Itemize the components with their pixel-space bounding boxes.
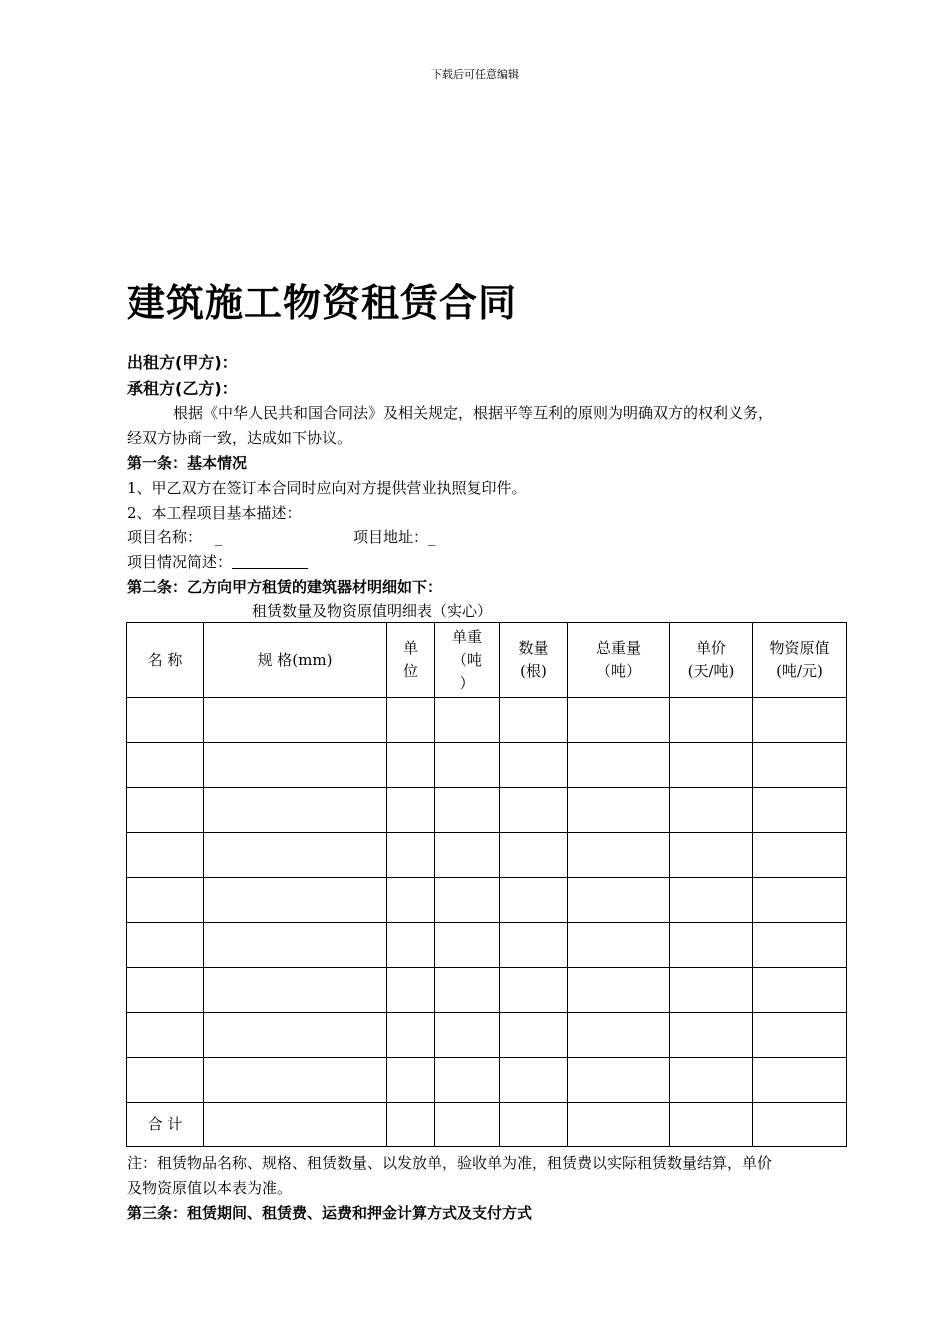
column-header-line: (根) <box>520 662 547 680</box>
table-cell <box>753 833 847 878</box>
table-cell <box>435 878 500 923</box>
table-cell <box>500 968 568 1013</box>
table-cell <box>753 878 847 923</box>
table-cell <box>753 1013 847 1058</box>
materials-table <box>126 622 847 1147</box>
table-cell <box>127 968 204 1013</box>
table-cell <box>435 698 500 743</box>
table-cell <box>127 1058 204 1103</box>
table-row <box>127 788 847 833</box>
article1-heading: 第一条：基本情况 <box>127 454 248 472</box>
table-row <box>127 743 847 788</box>
column-header-line: 单重 <box>451 627 482 646</box>
article1-item1: 1、甲乙双方在签订本合同时应向对方提供营业执照复印件。 <box>127 479 527 497</box>
article2-heading: 第二条：乙方向甲方租赁的建筑器材明细如下： <box>127 578 443 596</box>
table-cell <box>670 788 753 833</box>
table-cell <box>127 698 204 743</box>
table-cell <box>204 1103 387 1147</box>
table-cell <box>753 743 847 788</box>
table-header-row <box>127 623 847 698</box>
table-cell <box>500 878 568 923</box>
column-header <box>500 623 568 698</box>
table-cell <box>435 788 500 833</box>
table-cell <box>753 1103 847 1147</box>
table-cell <box>500 833 568 878</box>
note-line-2: 及物资原值以本表为准。 <box>127 1179 293 1197</box>
table-cell <box>387 1103 435 1147</box>
table-cell <box>387 1058 435 1103</box>
column-header-line: 总重量 <box>595 639 641 657</box>
table-cell <box>204 698 387 743</box>
table-cell <box>500 923 568 968</box>
column-header-line: (天/吨) <box>687 662 735 680</box>
project-summary-blank <box>232 554 308 569</box>
table-cell <box>204 968 387 1013</box>
table-row <box>127 968 847 1013</box>
project-name-label: 项目名称： <box>127 528 203 546</box>
table-cell <box>670 743 753 788</box>
table-cell <box>670 878 753 923</box>
table-cell <box>670 1058 753 1103</box>
column-header-line: （吨） <box>595 662 641 680</box>
table-cell <box>204 743 387 788</box>
table-cell <box>204 1013 387 1058</box>
note-line-1: 注：租赁物品名称、规格、租赁数量、以发放单，验收单为准，租赁费以实际租赁数量结算，单价 <box>127 1154 773 1172</box>
table-cell <box>435 1013 500 1058</box>
table-cell <box>435 833 500 878</box>
table-cell <box>204 833 387 878</box>
table-cell <box>387 698 435 743</box>
table-cell <box>670 698 753 743</box>
column-header <box>435 623 500 698</box>
table-cell <box>435 1058 500 1103</box>
table-cell <box>387 743 435 788</box>
lessor-label: 出租方(甲方)： <box>127 353 238 372</box>
table-cell <box>387 968 435 1013</box>
table-row <box>127 698 847 743</box>
table-cell <box>127 743 204 788</box>
column-header-line: 规 格(mm) <box>257 650 333 669</box>
table-cell <box>204 923 387 968</box>
column-header-line: 名 称 <box>147 650 183 669</box>
table-cell <box>568 1013 670 1058</box>
lessor-line <box>127 350 248 373</box>
table-cell <box>568 1058 670 1103</box>
project-address-value: _ <box>428 528 436 546</box>
table-cell <box>753 788 847 833</box>
table-row <box>127 1058 847 1103</box>
table-row <box>127 833 847 878</box>
table-cell <box>387 1013 435 1058</box>
table-cell <box>127 833 204 878</box>
column-header <box>204 623 387 698</box>
lessee-label: 承租方(乙方)： <box>127 379 238 398</box>
table-cell <box>753 1058 847 1103</box>
total-label: 合 计 <box>127 1103 204 1147</box>
table-cell <box>670 1013 753 1058</box>
column-header-line: ） <box>459 673 475 692</box>
table-cell <box>435 1103 500 1147</box>
contract-title: 建筑施工物资租赁合同 <box>127 281 518 325</box>
article3-heading: 第三条：租赁期间、租赁费、运费和押金计算方式及支付方式 <box>127 1204 533 1222</box>
table-cell <box>568 878 670 923</box>
table-cell <box>127 1013 204 1058</box>
table-cell <box>568 923 670 968</box>
page-header: 下载后可任意编辑 <box>431 68 519 81</box>
table-cell <box>204 1058 387 1103</box>
column-header-line: 数量 <box>518 639 549 657</box>
table-cell <box>127 788 204 833</box>
table-cell <box>753 923 847 968</box>
table-row <box>127 1013 847 1058</box>
project-address-field <box>353 526 436 547</box>
table-cell <box>568 743 670 788</box>
table-cell <box>204 788 387 833</box>
table-cell <box>127 878 204 923</box>
table-cell <box>435 968 500 1013</box>
column-header <box>387 623 435 698</box>
table-cell <box>500 1103 568 1147</box>
table-cell <box>435 743 500 788</box>
article1-item2: 2、本工程项目基本描述： <box>127 504 302 522</box>
column-header-line: 位 <box>402 662 418 680</box>
table-cell <box>753 698 847 743</box>
table-cell <box>568 788 670 833</box>
column-header <box>670 623 753 698</box>
table-cell <box>753 968 847 1013</box>
column-header-line: 单 <box>402 639 418 657</box>
table-cell <box>387 833 435 878</box>
table-cell <box>500 698 568 743</box>
column-header <box>753 623 847 698</box>
column-header-line: （吨 <box>451 650 482 669</box>
table-cell <box>127 923 204 968</box>
table-cell <box>670 833 753 878</box>
table-cell <box>670 1103 753 1147</box>
table-cell <box>500 788 568 833</box>
table-cell <box>568 833 670 878</box>
table-cell <box>387 788 435 833</box>
table-cell <box>500 1058 568 1103</box>
table-cell <box>568 698 670 743</box>
project-summary-field <box>127 551 308 572</box>
table-cell <box>670 923 753 968</box>
project-name-field <box>127 526 222 547</box>
project-summary-label: 项目情况简述： <box>127 553 233 571</box>
column-header <box>127 623 204 698</box>
table-row <box>127 878 847 923</box>
total-row <box>127 1103 847 1147</box>
column-header-line: 单价 <box>695 639 726 657</box>
table-cell <box>500 1013 568 1058</box>
project-name-value: _ <box>214 528 223 546</box>
column-header-line: 物资原值 <box>769 639 830 657</box>
table-cell <box>387 878 435 923</box>
lessee-line <box>127 376 248 399</box>
table-cell <box>204 878 387 923</box>
project-address-label: 项目地址： <box>353 528 429 546</box>
table-cell <box>568 968 670 1013</box>
column-header-line: (吨/元) <box>776 662 823 680</box>
preamble-line-1: 根据《中华人民共和国合同法》及相关规定，根据平等互利的原则为明确双方的权利义务， <box>173 404 774 422</box>
table-row <box>127 923 847 968</box>
column-header <box>568 623 670 698</box>
preamble-line-2: 经双方协商一致，达成如下协议。 <box>127 429 353 447</box>
table-cell <box>568 1103 670 1147</box>
table-cell <box>387 923 435 968</box>
table-cell <box>670 968 753 1013</box>
table-caption: 租赁数量及物资原值明细表（实心） <box>252 602 493 620</box>
table-cell <box>435 923 500 968</box>
table-cell <box>500 743 568 788</box>
